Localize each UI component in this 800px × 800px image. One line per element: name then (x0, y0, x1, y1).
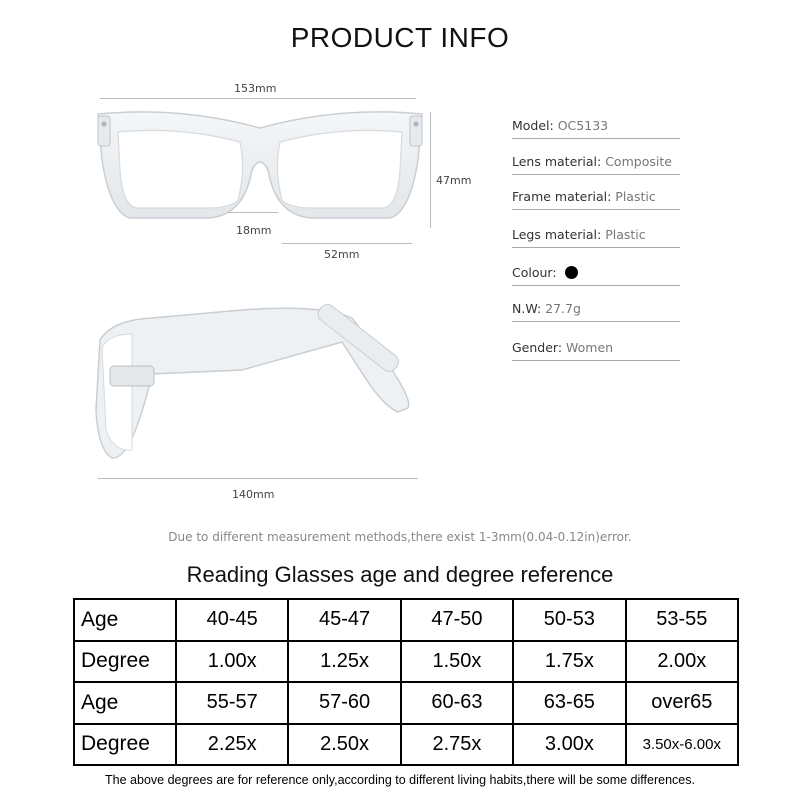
front-dimension-line (100, 98, 416, 99)
spec-gender (512, 337, 680, 361)
spec-key: N.W: (512, 301, 546, 316)
spec-value: Women (566, 340, 614, 355)
total-width-label: 153mm (234, 82, 277, 95)
lens-width-label: 52mm (324, 248, 360, 261)
measurement-note: Due to different measurement methods,there exist 1-3mm(0.04-0.12in)error. (168, 530, 632, 544)
spec-legs-material (512, 224, 680, 248)
temple-length-label: 140mm (232, 488, 275, 501)
spec-model (512, 115, 680, 139)
row-label: Degree (74, 641, 176, 683)
table-cell: 1.50x (401, 641, 513, 683)
spec-value: Plastic (615, 189, 656, 204)
spec-frame-material (512, 186, 680, 210)
footer-disclaimer: The above degrees are for reference only,according to different living habits,there will be some differences. (105, 773, 695, 787)
bridge-label: 18mm (236, 224, 272, 237)
table-cell: 1.75x (513, 641, 625, 683)
row-label: Age (74, 682, 176, 724)
spec-key: Legs material: (512, 227, 606, 242)
table-cell: 63-65 (513, 682, 625, 724)
glasses-side-image (92, 300, 422, 470)
bridge-dimension-line (228, 212, 278, 213)
table-cell: 50-53 (513, 599, 625, 641)
spec-lens-material (512, 151, 680, 175)
lens-height-label: 47mm (436, 174, 472, 187)
table-cell: 3.00x (513, 724, 625, 766)
table-row (74, 599, 738, 641)
table-cell: 3.50x-6.00x (626, 724, 738, 766)
table-row (74, 641, 738, 683)
table-cell: 45-47 (288, 599, 400, 641)
spec-value: Plastic (605, 227, 646, 242)
spec-key: Frame material: (512, 189, 616, 204)
spec-value: 27.7g (545, 301, 581, 316)
spec-net-weight (512, 298, 680, 322)
table-cell: 57-60 (288, 682, 400, 724)
spec-value: OC5133 (557, 118, 609, 133)
spec-key: Model: (512, 118, 558, 133)
glasses-front-image (90, 100, 430, 230)
spec-key: Colour: (512, 265, 561, 280)
spec-key: Gender: (512, 340, 567, 355)
lens-height-line (430, 112, 431, 228)
table-cell: 2.00x (626, 641, 738, 683)
page-title: PRODUCT INFO (290, 22, 510, 53)
lens-width-line (282, 243, 412, 244)
table-title: Reading Glasses age and degree reference (186, 562, 614, 587)
table-cell: 1.00x (176, 641, 288, 683)
row-label: Age (74, 599, 176, 641)
table-cell: 2.50x (288, 724, 400, 766)
table-cell: over65 (626, 682, 738, 724)
table-cell: 55-57 (176, 682, 288, 724)
temple-length-line (98, 478, 418, 479)
table-cell: 60-63 (401, 682, 513, 724)
spec-key: Lens material: (512, 154, 606, 169)
row-label: Degree (74, 724, 176, 766)
table-cell: 53-55 (626, 599, 738, 641)
table-cell: 40-45 (176, 599, 288, 641)
table-cell: 2.75x (401, 724, 513, 766)
colour-swatch (565, 266, 578, 279)
table-row (74, 724, 738, 766)
table-cell: 47-50 (401, 599, 513, 641)
table-cell: 1.25x (288, 641, 400, 683)
table-row (74, 682, 738, 724)
table-cell: 2.25x (176, 724, 288, 766)
reference-table (73, 598, 739, 766)
spec-value: Composite (605, 154, 672, 169)
spec-colour (512, 262, 680, 286)
